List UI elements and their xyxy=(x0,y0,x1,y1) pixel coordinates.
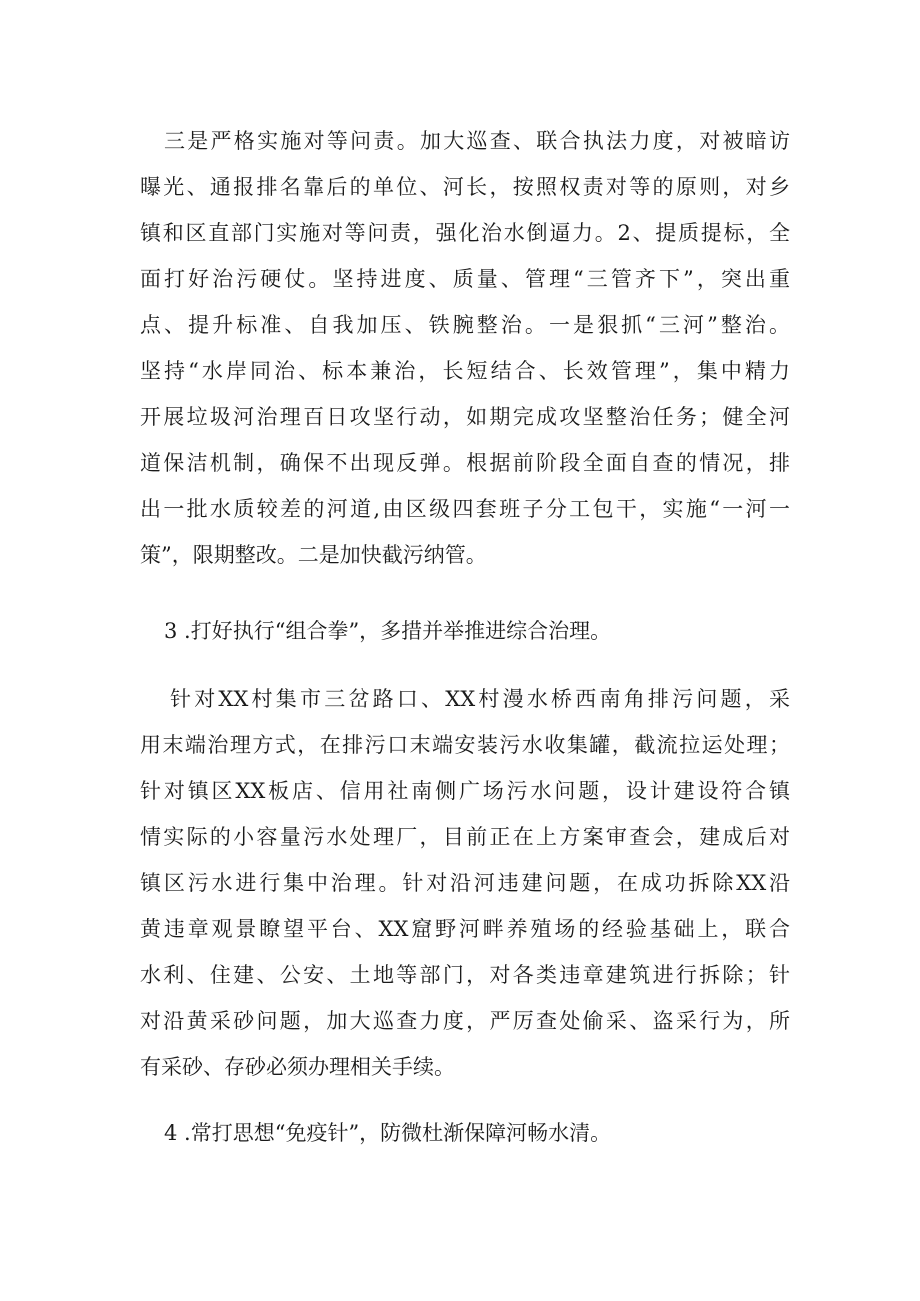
paragraph-3-line-4: 情实际的小容量污水处理厂，目前正在上方案审查会，建成后对 xyxy=(140,825,790,849)
paragraph-3-line-8: 对沿黄采砂问题，加大巡查力度，严厉查处偷采、盗采行为，所 xyxy=(140,1009,790,1033)
paragraph-1-line-6: 坚持“水岸同治、标本兼治，长短结合、长效管理”，集中精力 xyxy=(140,359,790,383)
paragraph-1-line-3: 镇和区直部门实施对等问责，强化治水倒逼力。2、提质提标，全 xyxy=(140,221,790,245)
paragraph-3-line-3: 针对镇区XX板店、信用社南侧广场污水问题，设计建设符合镇 xyxy=(140,779,790,803)
paragraph-1-line-9: 出一批水质较差的河道,由区级四套班子分工包干，实施“一河一 xyxy=(140,497,790,521)
paragraph-3-line-1: 针对XX村集市三岔路口、XX村漫水桥西南角排污问题，采 xyxy=(170,687,790,711)
paragraph-1-line-2: 曝光、通报排名靠后的单位、河长，按照权责对等的原则，对乡 xyxy=(140,175,790,199)
section-heading-4: 4 .常打思想“免疫针”，防微杜渐保障河畅水清。 xyxy=(164,1121,612,1145)
paragraph-3-line-9: 有采砂、存砂必须办理相关手续。 xyxy=(140,1055,455,1079)
paragraph-1-line-5: 点、提升标准、自我加压、铁腕整治。一是狠抓“三河”整治。 xyxy=(140,313,790,337)
paragraph-1-line-1: 三是严格实施对等问责。加大巡查、联合执法力度，对被暗访 xyxy=(164,129,790,153)
paragraph-1-line-7: 开展垃圾河治理百日攻坚行动，如期完成攻坚整治任务；健全河 xyxy=(140,405,790,429)
paragraph-3-line-7: 水利、住建、公安、土地等部门，对各类违章建筑进行拆除；针 xyxy=(140,963,790,987)
paragraph-3-line-2: 用末端治理方式，在排污口末端安装污水收集罐，截流拉运处理； xyxy=(140,733,790,757)
paragraph-1-line-8: 道保洁机制，确保不出现反弹。根据前阶段全面自查的情况，排 xyxy=(140,451,790,475)
paragraph-1-line-10: 策”，限期整改。二是加快截污纳管。 xyxy=(140,543,487,567)
paragraph-3-line-5: 镇区污水进行集中治理。针对沿河违建问题，在成功拆除XX沿 xyxy=(140,871,790,895)
paragraph-1-line-4: 面打好治污硬仗。坚持进度、质量、管理“三管齐下”，突出重 xyxy=(140,267,790,291)
section-heading-3: 3 .打好执行“组合拳”，多措并举推进综合治理。 xyxy=(164,619,612,643)
paragraph-3-line-6: 黄违章观景瞭望平台、XX窟野河畔养殖场的经验基础上，联合 xyxy=(140,917,790,941)
